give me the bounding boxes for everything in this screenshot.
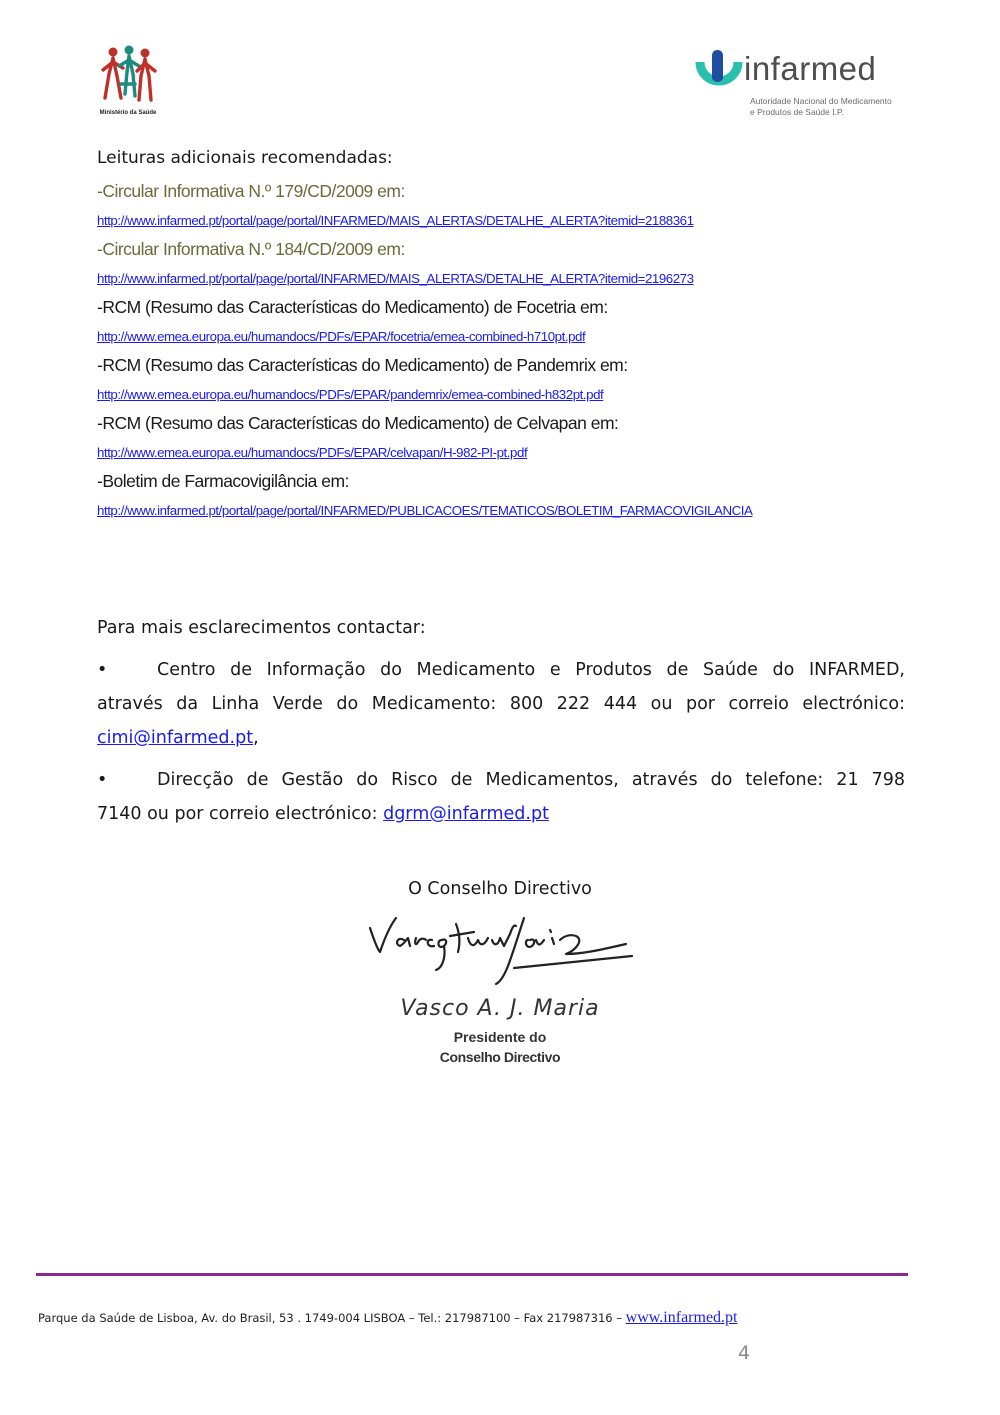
footer-website-link[interactable]: www.infarmed.pt: [625, 1309, 738, 1326]
trailing-comma: ,: [253, 728, 259, 748]
ministerio-da-saude-logo: [95, 44, 161, 120]
signatory-role-line1: Presidente do: [453, 1029, 547, 1045]
reading-item-label: -RCM (Resumo das Características do Medicamento) de Focetria em:: [97, 297, 608, 317]
contacts-heading: Para mais esclarecimentos contactar:: [97, 618, 426, 638]
contact-line: [97, 653, 905, 687]
reading-item-link[interactable]: http://www.emea.europa.eu/humandocs/PDFs/EPAR/focetria/emea-combined-h710pt.pdf: [97, 329, 586, 344]
bullet-icon: •: [97, 660, 108, 680]
contact-text: 7140 ou por correio electrónico:: [97, 804, 384, 824]
reading-item-link[interactable]: http://www.emea.europa.eu/humandocs/PDFs/EPAR/pandemrix/emea-combined-h832pt.pdf: [97, 387, 604, 402]
contact-item-dgrm: [97, 763, 905, 831]
contact-line: [97, 721, 905, 755]
reading-item-link[interactable]: http://www.infarmed.pt/portal/page/portal/INFARMED/PUBLICACOES/TEMATICOS/BOLETIM_FARMACOVIGILANCIA: [97, 503, 753, 518]
reading-item-link[interactable]: http://www.infarmed.pt/portal/page/portal/INFARMED/MAIS_ALERTAS/DETALHE_ALERTA?itemid=2196273: [97, 271, 694, 286]
dgrm-email-link[interactable]: dgrm@infarmed.pt: [383, 804, 549, 824]
page-number: 4: [738, 1342, 751, 1364]
infarmed-tagline-2: e Produtos de Saúde I.P.: [750, 107, 844, 117]
infarmed-wordmark: infarmed: [744, 50, 877, 87]
signatory-role-line2: Conselho Directivo: [439, 1049, 561, 1065]
contact-text: Centro de Informação do Medicamento e Produtos de Saúde do INFARMED,: [157, 660, 905, 680]
reading-item-label: -Circular Informativa N.º 179/CD/2009 em:: [97, 181, 405, 201]
reading-item-label: -Boletim de Farmacovigilância em:: [97, 471, 349, 491]
ministry-caption: Ministério da Saúde: [99, 110, 157, 116]
reading-item-label: -RCM (Resumo das Características do Medicamento) de Pandemrix em:: [97, 355, 628, 375]
footer-address: [38, 1309, 738, 1327]
ministerio-figures-icon: [95, 44, 161, 108]
cimi-email-link[interactable]: cimi@infarmed.pt: [97, 728, 254, 748]
infarmed-logo: [694, 48, 894, 120]
contact-line: [97, 763, 905, 797]
infarmed-tagline-1: Autoridade Nacional do Medicamento: [750, 96, 892, 106]
contact-item-cimi: [97, 653, 905, 755]
infarmed-emblem-icon: [694, 48, 744, 100]
reading-item-link[interactable]: http://www.emea.europa.eu/humandocs/PDFs/EPAR/celvapan/H-982-PI-pt.pdf: [97, 445, 528, 460]
footer-divider: [36, 1273, 908, 1276]
contact-line: através da Linha Verde do Medicamento: 800 222 444 ou por correio electrónico:: [97, 694, 905, 714]
signature-title: O Conselho Directivo: [408, 879, 592, 899]
footer-address-text: Parque da Saúde de Lisboa, Av. do Brasil, 53 . 1749-004 LISBOA – Tel.: 217987100 – Fax 217987316 –: [38, 1311, 626, 1325]
reading-item-label: -RCM (Resumo das Características do Medicamento) de Celvapan em:: [97, 413, 619, 433]
contact-line: [97, 797, 905, 831]
signatory-name: Vasco A. J. Maria: [400, 996, 600, 1021]
bullet-icon: •: [97, 770, 108, 790]
handwritten-signature-icon: [364, 910, 644, 990]
reading-item-label: -Circular Informativa N.º 184/CD/2009 em:: [97, 239, 405, 259]
readings-heading: Leituras adicionais recomendadas:: [97, 148, 393, 168]
contact-text: Direcção de Gestão do Risco de Medicamentos, através do telefone: 21 798: [157, 770, 905, 790]
reading-item-link[interactable]: http://www.infarmed.pt/portal/page/portal/INFARMED/MAIS_ALERTAS/DETALHE_ALERTA?itemid=2188361: [97, 213, 694, 228]
